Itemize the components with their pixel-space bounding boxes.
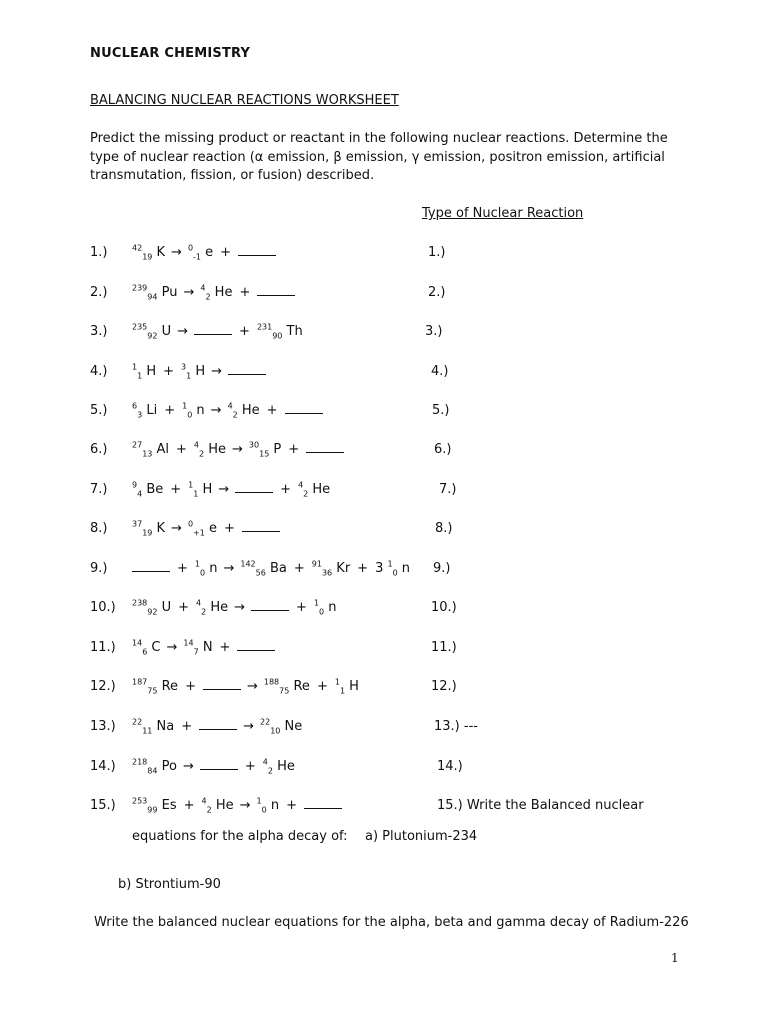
mass-number: 37 — [132, 519, 143, 529]
element-symbol: n — [266, 798, 280, 813]
atomic-number: 92 — [147, 607, 158, 617]
mass-number: 187 — [132, 677, 148, 687]
nuclide — [335, 679, 359, 694]
element-symbol: U — [157, 600, 172, 615]
mass-number: 1 — [313, 598, 320, 608]
mass-number: 91 — [311, 559, 322, 569]
element-symbol: H — [142, 364, 157, 379]
nuclide — [188, 245, 213, 260]
answer-blank — [238, 245, 276, 256]
mass-number: 4 — [193, 440, 200, 450]
atomic-number: 2 — [205, 292, 211, 302]
item-number: 4.) — [90, 364, 108, 379]
answer-blank — [304, 798, 342, 809]
nuclide — [200, 285, 232, 300]
element-symbol: He — [204, 442, 227, 457]
nuclide — [257, 324, 303, 339]
atomic-number: 75 — [279, 686, 290, 696]
element-symbol: Re — [157, 679, 179, 694]
element-symbol: K — [152, 521, 166, 536]
reaction-equation — [132, 640, 275, 655]
plus-sign: + — [244, 759, 256, 774]
element-symbol: H — [191, 364, 206, 379]
mass-number: 4 — [200, 283, 206, 293]
mass-number: 4 — [201, 796, 207, 806]
mass-number: 231 — [256, 322, 273, 332]
q15-continuation: equations for the alpha decay of: — [132, 829, 348, 844]
plus-sign: + — [183, 798, 195, 813]
element-symbol: P — [269, 442, 282, 457]
atomic-number: 2 — [201, 607, 207, 617]
mass-number: 235 — [132, 322, 148, 332]
mass-number: 22 — [132, 717, 143, 727]
element-symbol: n — [324, 600, 337, 615]
answer-label: 7.) — [439, 482, 457, 497]
nuclide — [228, 403, 260, 418]
mass-number: 0 — [187, 243, 194, 253]
type-column-header: Type of Nuclear Reaction — [422, 206, 584, 221]
q15-part-a: a) Plutonium-234 — [365, 829, 478, 844]
mass-number: 1 — [387, 559, 393, 569]
arrow-symbol: → — [239, 798, 251, 813]
atomic-number: 0 — [261, 805, 267, 815]
worksheet-subtitle: BALANCING NUCLEAR REACTIONS WORKSHEET — [90, 93, 399, 108]
element-symbol: n — [205, 561, 218, 576]
mass-number: 1 — [334, 677, 340, 687]
mass-number: 188 — [263, 677, 280, 687]
item-number: 3.) — [90, 324, 108, 339]
element-symbol: Th — [282, 324, 303, 339]
mass-number: 4 — [227, 401, 233, 411]
element-symbol: Po — [157, 759, 177, 774]
element-symbol: He — [210, 285, 233, 300]
element-symbol: He — [211, 798, 234, 813]
element-symbol: Be — [142, 482, 164, 497]
page-number: 1 — [671, 951, 679, 965]
arrow-symbol: → — [211, 364, 223, 379]
nuclide — [257, 798, 280, 813]
answer-label: 6.) — [434, 442, 452, 457]
item-number: 15.) — [90, 798, 116, 813]
atomic-number: 4 — [137, 489, 143, 499]
nuclide — [132, 245, 165, 260]
atomic-number: 36 — [321, 568, 333, 578]
arrow-symbol: → — [177, 324, 189, 339]
nuclide — [260, 719, 302, 734]
nuclide — [263, 759, 295, 774]
nuclide — [387, 561, 410, 576]
answer-blank — [200, 759, 238, 770]
answer-blank — [228, 364, 266, 375]
nuclide — [132, 798, 177, 813]
mass-number: 253 — [132, 796, 148, 806]
element-symbol: Na — [152, 719, 175, 734]
reaction-equation — [132, 759, 295, 774]
atomic-number: 13 — [142, 449, 153, 459]
atomic-number: 6 — [142, 647, 148, 657]
atomic-number: 3 — [137, 410, 143, 420]
arrow-symbol: → — [246, 679, 258, 694]
answer-label: 15.) Write the Balanced nuclear — [437, 798, 644, 813]
atomic-number: 2 — [232, 410, 238, 420]
q15-part-b: b) Strontium-90 — [118, 877, 221, 892]
plus-sign: + — [239, 285, 251, 300]
atomic-number: 75 — [147, 686, 158, 696]
item-number: 8.) — [90, 521, 108, 536]
element-symbol: H — [198, 482, 213, 497]
reaction-equation — [132, 561, 410, 576]
arrow-symbol: → — [243, 719, 255, 734]
element-symbol: n — [192, 403, 205, 418]
arrow-symbol: → — [182, 759, 194, 774]
item-number: 9.) — [90, 561, 108, 576]
item-number: 1.) — [90, 245, 108, 260]
reaction-equation — [132, 285, 295, 300]
answer-label: 1.) — [428, 245, 446, 260]
atomic-number: 90 — [272, 331, 283, 341]
atomic-number: 2 — [199, 449, 205, 459]
nuclide — [132, 482, 163, 497]
mass-number: 22 — [260, 717, 271, 727]
item-number: 7.) — [90, 482, 108, 497]
reaction-equation — [132, 600, 337, 615]
final-prompt: Write the balanced nuclear equations for the alpha, beta and gamma decay of Radium-226 — [94, 915, 689, 930]
nuclide — [132, 442, 169, 457]
reaction-equation — [132, 798, 342, 813]
plus-sign: + — [357, 561, 369, 576]
mass-number: 239 — [132, 283, 148, 293]
item-number: 13.) — [90, 719, 116, 734]
arrow-symbol: → — [218, 482, 230, 497]
plus-sign: + — [239, 324, 250, 339]
answer-label: 3.) — [425, 324, 443, 339]
element-symbol: n — [397, 561, 411, 576]
item-number: 12.) — [90, 679, 116, 694]
arrow-symbol: → — [223, 561, 235, 576]
nuclide — [181, 364, 205, 379]
element-symbol: C — [147, 640, 161, 655]
answer-blank — [235, 482, 273, 493]
nuclide — [188, 482, 212, 497]
plus-sign: + — [163, 364, 175, 379]
item-number: 2.) — [90, 285, 108, 300]
answer-blank — [306, 442, 344, 453]
answer-label: 2.) — [428, 285, 446, 300]
nuclide — [132, 521, 165, 536]
nuclide — [182, 403, 205, 418]
atomic-number: 94 — [147, 292, 158, 302]
nuclide — [314, 600, 337, 615]
plus-sign: + — [219, 640, 231, 655]
arrow-symbol: → — [171, 245, 182, 260]
mass-number: 4 — [262, 757, 268, 767]
answer-label: 11.) — [431, 640, 457, 655]
nuclide — [264, 679, 310, 694]
reaction-equation — [132, 679, 359, 694]
answer-blank — [132, 561, 170, 572]
mass-number: 9 — [132, 480, 138, 490]
answer-label: 5.) — [432, 403, 450, 418]
reaction-equation — [132, 521, 280, 536]
atomic-number: 1 — [186, 371, 192, 381]
element-symbol: He — [308, 482, 331, 497]
plus-sign: + — [286, 798, 297, 813]
item-number: 10.) — [90, 600, 116, 615]
atomic-number: -1 — [193, 252, 202, 262]
nuclide — [132, 679, 178, 694]
reaction-equation — [132, 403, 323, 418]
atomic-number: 84 — [147, 766, 158, 776]
nuclide — [298, 482, 330, 497]
element-symbol: He — [206, 600, 229, 615]
answer-blank — [242, 521, 280, 532]
reaction-equation — [132, 324, 303, 339]
mass-number: 3 — [181, 362, 187, 372]
atomic-number: 1 — [193, 489, 199, 499]
atomic-number: 92 — [147, 331, 158, 341]
atomic-number: 0 — [392, 568, 398, 578]
element-symbol: H — [345, 679, 359, 694]
element-symbol: K — [152, 245, 166, 260]
element-symbol: Re — [289, 679, 310, 694]
element-symbol: e — [204, 521, 217, 536]
nuclide — [132, 403, 157, 418]
arrow-symbol: → — [183, 285, 195, 300]
nuclide — [132, 600, 171, 615]
atomic-number: 0 — [187, 410, 193, 420]
mass-number: 42 — [132, 243, 143, 253]
nuclide — [188, 521, 217, 536]
plus-sign: + — [178, 600, 190, 615]
plus-sign: + — [296, 600, 307, 615]
atomic-number: 7 — [193, 647, 199, 657]
mass-number: 30 — [248, 440, 260, 450]
answer-blank — [194, 324, 232, 335]
mass-number: 1 — [188, 480, 194, 490]
nuclide — [132, 364, 156, 379]
answer-label: 8.) — [435, 521, 453, 536]
mass-number: 4 — [196, 598, 202, 608]
element-symbol: He — [272, 759, 295, 774]
atomic-number: 2 — [267, 766, 273, 776]
mass-number: 238 — [132, 598, 148, 608]
nuclide — [132, 285, 177, 300]
item-number: 11.) — [90, 640, 116, 655]
mass-number: 1 — [194, 559, 200, 569]
reaction-equation — [132, 442, 344, 457]
atomic-number: +1 — [193, 528, 205, 538]
answer-blank — [203, 679, 241, 690]
atomic-number: 0 — [200, 568, 206, 578]
reaction-equation — [132, 719, 302, 734]
plus-sign: + — [293, 561, 305, 576]
plus-sign: + — [176, 442, 187, 457]
mass-number: 218 — [132, 757, 148, 767]
nuclide — [132, 759, 177, 774]
page-title: NUCLEAR CHEMISTRY — [90, 46, 251, 61]
element-symbol: U — [157, 324, 172, 339]
answer-label: 12.) — [431, 679, 457, 694]
item-number: 6.) — [90, 442, 108, 457]
plus-sign: + — [280, 482, 292, 497]
atomic-number: 19 — [142, 252, 153, 262]
nuclide — [183, 640, 212, 655]
nuclide — [312, 561, 350, 576]
arrow-symbol: → — [234, 600, 246, 615]
mass-number: 6 — [132, 401, 138, 411]
arrow-symbol: → — [210, 403, 222, 418]
atomic-number: 11 — [142, 726, 153, 736]
plus-sign: + — [316, 679, 328, 694]
item-number: 5.) — [90, 403, 108, 418]
nuclide — [132, 324, 171, 339]
plus-sign: + — [220, 245, 232, 260]
arrow-symbol: → — [166, 640, 178, 655]
atomic-number: 99 — [147, 805, 158, 815]
atomic-number: 2 — [206, 805, 212, 815]
mass-number: 27 — [132, 440, 143, 450]
atomic-number: 2 — [303, 489, 309, 499]
mass-number: 1 — [182, 401, 188, 411]
plus-sign: + — [288, 442, 300, 457]
atomic-number: 1 — [339, 686, 346, 696]
reaction-equation — [132, 245, 276, 260]
element-symbol: Es — [157, 798, 177, 813]
mass-number: 1 — [132, 362, 138, 372]
nuclide — [249, 442, 281, 457]
answer-label: 9.) — [433, 561, 451, 576]
plus-sign: + — [181, 719, 193, 734]
answer-blank — [199, 719, 237, 730]
mass-number: 14 — [132, 638, 143, 648]
plus-sign: + — [170, 482, 182, 497]
atomic-number: 0 — [319, 607, 325, 617]
mass-number: 0 — [187, 519, 194, 529]
nuclide — [194, 442, 226, 457]
reaction-equation — [132, 364, 266, 379]
plus-sign: + — [164, 403, 176, 418]
nuclide — [132, 640, 161, 655]
nuclide — [195, 561, 218, 576]
element-symbol: Ne — [280, 719, 303, 734]
coefficient: 3 — [375, 561, 388, 576]
item-number: 14.) — [90, 759, 116, 774]
element-symbol: He — [237, 403, 260, 418]
answer-label: 4.) — [431, 364, 449, 379]
nuclide — [196, 600, 228, 615]
element-symbol: N — [198, 640, 213, 655]
plus-sign: + — [177, 561, 188, 576]
atomic-number: 15 — [259, 449, 270, 459]
mass-number: 142 — [240, 559, 256, 569]
plus-sign: + — [266, 403, 278, 418]
atomic-number: 56 — [255, 568, 266, 578]
nuclide — [132, 719, 174, 734]
arrow-symbol: → — [232, 442, 243, 457]
answer-blank — [251, 600, 289, 611]
element-symbol: Kr — [332, 561, 351, 576]
mass-number: 4 — [298, 480, 304, 490]
reaction-equation — [132, 482, 330, 497]
answer-label: 13.) --- — [434, 719, 478, 734]
atomic-number: 1 — [137, 371, 143, 381]
instructions: Predict the missing product or reactant in the following nuclear reactions. Determine the type of nuclear reaction (α emission, β emission, γ emission, positron emission, artificial transmutation, fission, or fusion) described. — [90, 131, 668, 183]
arrow-symbol: → — [171, 521, 182, 536]
element-symbol: Al — [152, 442, 170, 457]
answer-blank — [257, 285, 295, 296]
plus-sign: + — [223, 521, 235, 536]
answer-blank — [285, 403, 323, 414]
atomic-number: 10 — [270, 726, 281, 736]
plus-sign: + — [185, 679, 196, 694]
answer-blank — [237, 640, 275, 651]
element-symbol: e — [201, 245, 214, 260]
atomic-number: 19 — [142, 528, 153, 538]
nuclide — [240, 561, 287, 576]
element-symbol: Ba — [265, 561, 287, 576]
answer-label: 10.) — [431, 600, 457, 615]
mass-number: 14 — [183, 638, 194, 648]
element-symbol: Pu — [157, 285, 178, 300]
mass-number: 1 — [256, 796, 262, 806]
answer-label: 14.) — [437, 759, 463, 774]
element-symbol: Li — [142, 403, 158, 418]
nuclide — [202, 798, 234, 813]
